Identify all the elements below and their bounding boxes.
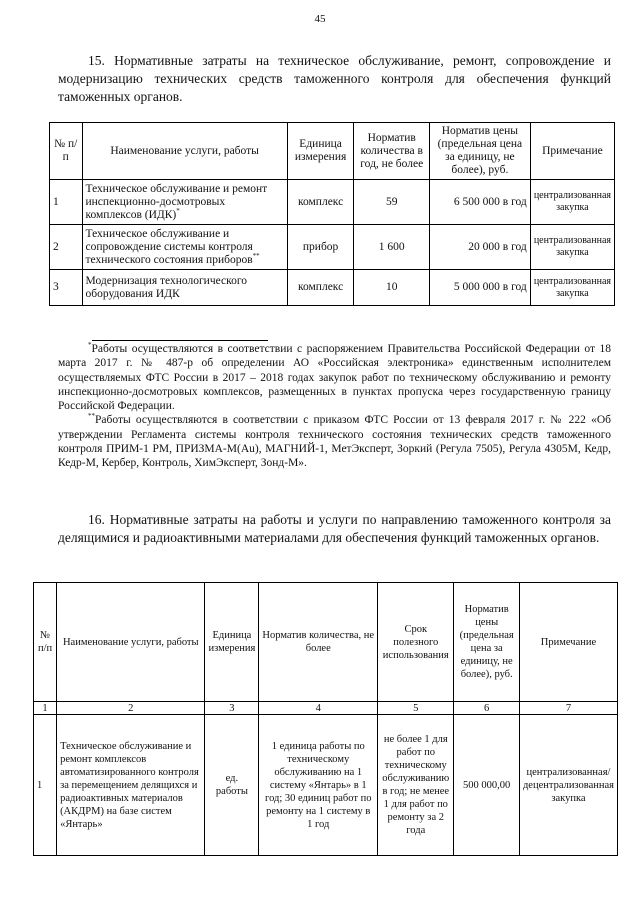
unit: комплекс: [287, 180, 354, 225]
column-header: Единица измерения: [205, 583, 259, 702]
section-16-heading: 16. Нормативные затраты на работы и услуги по направлению таможенного контроля за делящимися и радиоактивными материалами для обеспечения функций таможенных органов.: [58, 512, 611, 545]
table-row: [34, 715, 618, 856]
column-number: 1: [34, 702, 57, 715]
footnote: **Работы осуществляются в соответствии с приказом ФТС России от 13 февраля 2017 г. № 222 «Об утверждении Регламента системы контроля технического состояния технических средств таможенного контроля ПРИМ-1 РМ, ПРИЗМА-М(Au), МАГНИЙ-1, МетЭксперт, Зоркий (Регула 7505), Регула 4305М, Кедр, Кедр-М, Кербер, Контроль, ХимЭксперт, Зонд-М».: [58, 412, 611, 470]
table-header-row: [50, 123, 615, 180]
quantity: 1 600: [354, 225, 430, 270]
useful-life: не более 1 для работ по техническому обслуживанию в год; не менее 1 для работ по ремонту за 2 года: [378, 715, 454, 856]
column-number: 6: [454, 702, 520, 715]
column-number: 2: [57, 702, 205, 715]
row-number: 1: [50, 180, 83, 225]
column-number: 7: [519, 702, 617, 715]
column-header: № п/п: [50, 123, 83, 180]
quantity: 10: [354, 270, 430, 306]
footnote-mark: *: [176, 206, 180, 215]
price: 20 000 в год: [429, 225, 530, 270]
footnote-divider: [92, 340, 268, 341]
service-name: Модернизация технологического оборудования ИДК: [82, 270, 287, 306]
page-number: 45: [314, 13, 326, 25]
quantity: 1 единица работы по техническому обслуживанию на 1 систему «Янтарь» в 1 год; 30 единиц работ по ремонту на 1 систему в 1 год: [259, 715, 378, 856]
row-number: 2: [50, 225, 83, 270]
column-header: Примечание: [519, 583, 617, 702]
price: 500 000,00: [454, 715, 520, 856]
column-header: Наименование услуги, работы: [82, 123, 287, 180]
note: централизованная закупка: [530, 270, 614, 306]
row-number: 3: [50, 270, 83, 306]
column-header: Примечание: [530, 123, 614, 180]
note: централизованная закупка: [530, 180, 614, 225]
section-16-table: [33, 582, 618, 856]
service-name: Техническое обслуживание и сопровождение системы контроля технического состояния приборов**: [82, 225, 287, 270]
table-row: [50, 180, 615, 225]
column-header: Срок полезного использования: [378, 583, 454, 702]
column-number: 4: [259, 702, 378, 715]
footnote-mark: **: [88, 412, 95, 421]
column-header: Единица измерения: [287, 123, 354, 180]
price: 6 500 000 в год: [429, 180, 530, 225]
unit: ед. работы: [205, 715, 259, 856]
service-name: Техническое обслуживание и ремонт комплексов автоматизированного контроля за перемещением делящихся и радиоактивных материалов (АКДРМ) на базе систем «Янтарь»: [57, 715, 205, 856]
note: централизованная закупка: [530, 225, 614, 270]
footnote-mark: **: [252, 251, 260, 260]
column-header: Норматив количества в год, не более: [354, 123, 430, 180]
column-header: Наименование услуги, работы: [57, 583, 205, 702]
column-header: Норматив цены (предельная цена за единицу, не более), руб.: [454, 583, 520, 702]
table-row: [50, 270, 615, 306]
table-row: [50, 225, 615, 270]
quantity: 59: [354, 180, 430, 225]
column-header: № п/п: [34, 583, 57, 702]
section-15-heading: 15. Нормативные затраты на техническое обслуживание, ремонт, сопровождение и модернизацию технических средств таможенного контроля для обеспечения функций таможенных органов.: [58, 53, 611, 104]
table-header-row: [34, 583, 618, 702]
unit: комплекс: [287, 270, 354, 306]
unit: прибор: [287, 225, 354, 270]
price: 5 000 000 в год: [429, 270, 530, 306]
row-number: 1: [34, 715, 57, 856]
column-number: 5: [378, 702, 454, 715]
service-name: Техническое обслуживание и ремонт инспекционно-досмотровых комплексов (ИДК)*: [82, 180, 287, 225]
column-header: Норматив количества, не более: [259, 583, 378, 702]
column-header: Норматив цены (предельная цена за единицу, не более), руб.: [429, 123, 530, 180]
column-number-row: [34, 702, 618, 715]
footnote-mark: *: [88, 341, 92, 350]
footnote: *Работы осуществляются в соответствии с распоряжением Правительства Российской Федерации от 18 марта 2017 г. № 487-р об определении АО «Российская электроника» единственным исполнителем осуществляемых ФТС России в 2017 – 2018 годах закупок работ по техническому обслуживанию и ремонту инспекционно-досмотровых комплексов, размещенных в пунктах пропуска через государственную границу Российской Федерации.: [58, 341, 611, 413]
note: централизованная/ децентрализованная закупка: [519, 715, 617, 856]
footnotes: [58, 342, 611, 471]
section-15-table: [49, 122, 615, 306]
column-number: 3: [205, 702, 259, 715]
